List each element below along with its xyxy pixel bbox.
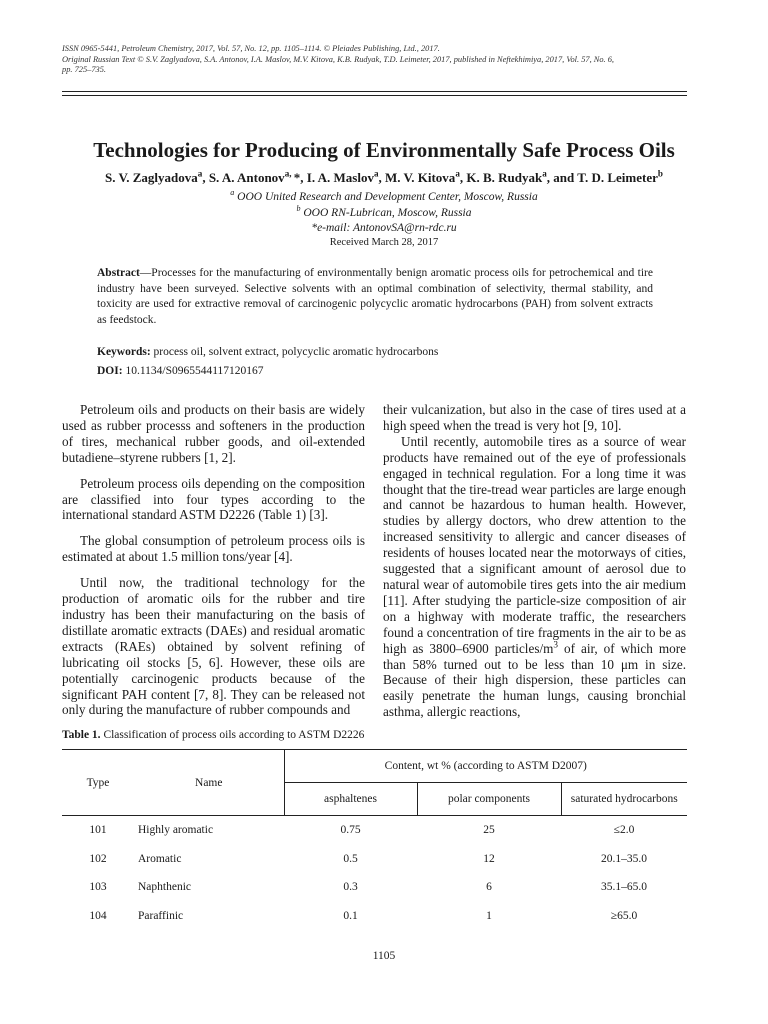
table-caption-text: Classification of process oils according to ASTM D2226 — [103, 729, 365, 741]
table-cell: ≤2.0 — [613, 824, 635, 837]
abstract-text: Processes for the manufacturing of environmentally benign aromatic process oils for petrochemical and tire industry have been surveyed. Selective solvents with an optimal combination of selectivity, thermal stability, and toxicity are used for extractive removal of carcinogenic polycyclic aromatic hydrocarbons (PAH) from solvent extracts as feedstock. — [97, 267, 653, 326]
table-row — [62, 845, 687, 874]
table-caption — [62, 729, 364, 741]
keywords-text: process oil, solvent extract, polycyclic aromatic hydrocarbons — [153, 346, 439, 358]
body-paragraph: their vulcanization, but also in the case of tires used at a high speed when the tread is very hot [9, 10]. — [383, 402, 686, 433]
author-list — [0, 170, 768, 186]
column-header: Name — [134, 750, 284, 816]
page-number: 1105 — [372, 950, 396, 962]
keywords — [97, 346, 438, 358]
table-row — [62, 902, 687, 931]
table-row — [62, 873, 687, 902]
doi-text: 10.1134/S0965544117120167 — [125, 365, 264, 377]
header-rule-top — [62, 91, 687, 92]
column-header: Content, wt % (according to ASTM D2007) — [284, 750, 687, 783]
header-rule-bottom — [62, 95, 687, 96]
author-affil-mark: a — [197, 168, 203, 179]
body-text: of air, of which more than 58% turned out to be less than 10 μm in size. Because of their high dispersion, these particles can easily penetrate the human lungs, causing bronchial asthma, allergic reactions, — [383, 640, 686, 720]
author-separator: , — [459, 170, 467, 185]
author-affil-mark: a — [373, 168, 379, 179]
keywords-label: Keywords: — [97, 346, 151, 358]
header-line: ISSN 0965-5441, Petroleum Chemistry, 2017, Vol. 57, No. 12, pp. 1105–1114. © Pleiades Publishing, Ltd., 2017. — [62, 44, 440, 53]
table-cell: 0.1 — [343, 909, 358, 922]
table-cell: Paraffinic — [138, 909, 184, 922]
table-cell: 35.1–65.0 — [601, 881, 647, 894]
table-cell: Aromatic — [138, 852, 182, 865]
author-name: S. V. Zaglyadova — [105, 170, 198, 185]
author-separator: , — [300, 170, 307, 185]
table-cell: ≥65.0 — [610, 909, 638, 922]
affiliation-mark: b — [296, 204, 301, 214]
table-cell: 101 — [89, 824, 107, 837]
table-cell: 0.5 — [343, 852, 358, 865]
abstract-dash: — — [139, 267, 152, 279]
affiliation-a — [0, 188, 768, 203]
author-name: S. A. Antonov — [208, 170, 285, 185]
author-affil-mark: a — [455, 168, 460, 179]
author-affil-mark: a, — [284, 168, 294, 179]
superscript: 3 — [553, 639, 558, 650]
table-cell: 0.75 — [340, 824, 361, 837]
body-paragraph: Petroleum oils and products on their basis are widely used as rubber processs and softeners in the production of tires, mechanical rubber goods, and oil-extended butadiene–styrene rubbers [1, 2]. — [62, 402, 365, 465]
body-text: Until recently, automobile tires as a source of wear products have remained out of the eye of professionals engaged in technical regulation. For a long time it was thought that the tire-tread wear particles are large enough and cannot be hazardous to human health. However, studies by allergy doctors, who drew attention to the increased sensitivity to allergic and cancer diseases of residents of houses located near the motorways of cities, suggested that a significant amount of aerosol due to natural wear of automobile tires gets into the air medium [11]. After studying the particle-size composition of air on a highway with moderate traffic, the researchers found a concentration of tire fragments in the air to be as high as 3800–6900 particles/m — [383, 433, 686, 656]
affiliation-b — [0, 204, 768, 219]
author-affil-mark: b — [657, 168, 663, 179]
table-cell: 102 — [89, 852, 107, 865]
author-separator: , and — [546, 170, 578, 185]
doi — [97, 365, 264, 377]
body-column-left — [62, 402, 365, 718]
header-line: pp. 725–735. — [62, 65, 106, 74]
table-cell: 103 — [89, 881, 107, 894]
paper-title: Technologies for Producing of Environmentally Safe Process Oils — [93, 138, 675, 162]
column-subheader: asphaltenes — [284, 783, 417, 816]
contact-email: *e-mail: AntonovSA@rn-rdc.ru — [311, 222, 457, 234]
table-cell: Highly aromatic — [138, 824, 214, 837]
table-caption-label: Table 1. — [62, 729, 101, 741]
table-cell: Naphthenic — [138, 881, 192, 894]
corresponding-mark: * — [293, 170, 301, 185]
table-cell: 6 — [486, 881, 492, 894]
abstract-label: Abstract — [97, 267, 140, 279]
author-name: K. B. Rudyak — [466, 170, 543, 185]
body-paragraph: Petroleum process oils depending on the composition are classified into four types according to the international standard ASTM D2226 (Table 1) [3]. — [62, 475, 365, 523]
table-cell: 1 — [486, 909, 492, 922]
header-line: Original Russian Text © S.V. Zaglyadova, S.A. Antonov, I.A. Maslov, M.V. Kitova, K.B. Rudyak, T.D. Leimeter, 2017, published in Neftekhimiya, 2017, Vol. 57, No. 6, — [62, 54, 615, 64]
column-subheader: saturated hydrocarbons — [561, 783, 687, 816]
body-paragraph — [383, 434, 686, 720]
table-cell: 25 — [483, 824, 495, 837]
table-cell: 104 — [89, 909, 107, 922]
column-header: Type — [62, 750, 134, 816]
author-name: T. D. Leimeter — [577, 170, 658, 185]
table-row — [62, 816, 687, 845]
table-cell: 20.1–35.0 — [601, 852, 647, 865]
doi-label: DOI: — [97, 365, 123, 377]
column-subheader: polar components — [417, 783, 561, 816]
affiliation-text: OOO RN-Lubrican, Moscow, Russia — [303, 207, 472, 219]
body-paragraph: The global consumption of petroleum process oils is estimated at about 1.5 million tons/year [4]. — [62, 533, 365, 565]
table-cell: 0.3 — [343, 881, 358, 894]
affiliation-text: OOO United Research and Development Center, Moscow, Russia — [237, 191, 538, 203]
journal-header — [62, 44, 687, 76]
abstract — [97, 266, 653, 328]
author-name: I. A. Maslov — [306, 170, 374, 185]
affiliation-mark: a — [230, 188, 235, 198]
received-date: Received March 28, 2017 — [329, 237, 439, 248]
author-affil-mark: a — [542, 168, 547, 179]
body-column-right — [383, 402, 686, 720]
author-separator: , — [202, 170, 209, 185]
author-separator: , — [378, 170, 385, 185]
table-cell: 12 — [483, 852, 495, 865]
body-paragraph: Until now, the traditional technology for the production of aromatic oils for the rubber and tire industry has been their manufacturing on the basis of distillate aromatic extracts (DAEs) and residual aromatic extracts (RAEs) obtained by solvent refining of lubricating oil stocks [5, 6]. However, these oils are potentially carcinogenic products because of the significant PAH content [7, 8]. They can be released not only during the manufacture of rubber compounds and — [62, 575, 365, 718]
classification-table — [62, 749, 687, 930]
author-name: M. V. Kitova — [385, 170, 456, 185]
